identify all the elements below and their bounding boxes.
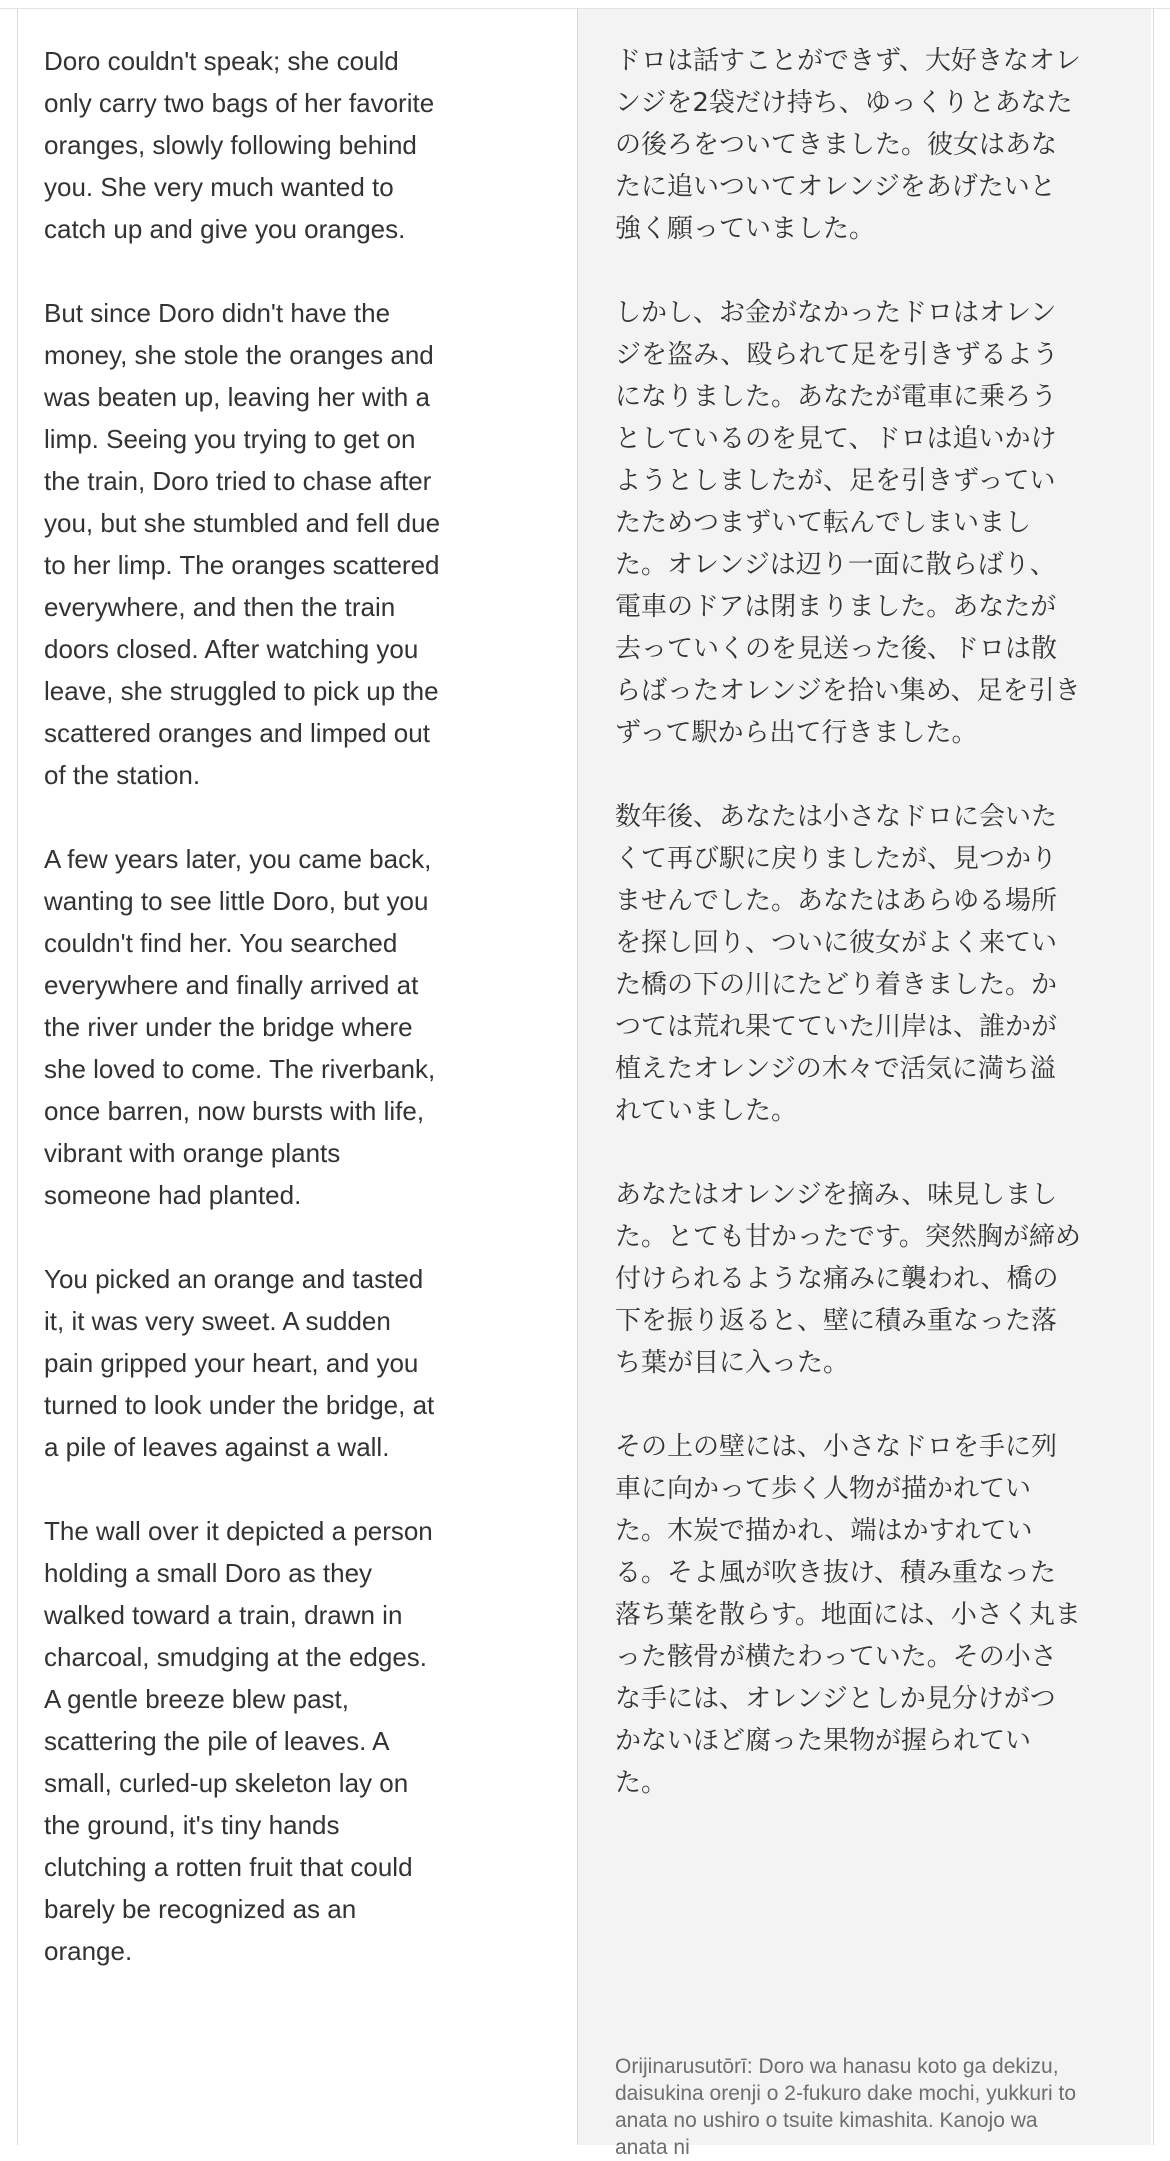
japanese-paragraph-4: あなたはオレンジを摘み、味見しました。とても甘かったです。突然胸が締め付けられるような痛みに襲われ、橋の下を振り返ると、壁に積み重なった落ち葉が目に入った。 (615, 1180, 1081, 1378)
english-paragraph-1: Doro couldn't speak; she could only carry two bags of her favorite oranges, slowly following behind you. She very much wanted to catch up and give you oranges. (44, 46, 435, 244)
content-frame (17, 9, 1154, 2145)
japanese-paragraph-2: しかし、お金がなかったドロはオレンジを盗み、殴られて足を引きずるようになりました。あなたが電車に乗ろうとしているのを見て、ドロは追いかけようとしましたが、足を引きずっていたためつまずいて転んでしまいました。オレンジは辺り一面に散らばり、電車のドアは閉まりました。あなたが去っていくのを見送った後、ドロは散らばったオレンジを拾い集め、足を引きずって駅から出て行きました。 (615, 298, 1081, 748)
japanese-paragraph-3: 数年後、あなたは小さなドロに会いたくて再び駅に戻りましたが、見つかりませんでした。あなたはあらゆる場所を探し回り、ついに彼女がよく来ていた橋の下の川にたどり着きました。かつては荒れ果てていた川岸は、誰かが植えたオレンジの木々で活気に満ち溢れていました。 (615, 802, 1058, 1126)
top-divider (0, 0, 1170, 9)
japanese-paragraph-5: その上の壁には、小さなドロを手に列車に向かって歩く人物が描かれていた。木炭で描かれ、端はかすれている。そよ風が吹き抜け、積み重なった落ち葉を散らす。地面には、小さく丸まった骸骨が横たわっていた。その小さな手には、オレンジとしか見分けがつかないほど腐った果物が握られていた。 (615, 1432, 1081, 1798)
english-paragraph-3: A few years later, you came back, wanting to see little Doro, but you couldn't find her. You searched everywhere and finally arrived at the river under the bridge where she loved to come. The riverbank, once barren, now bursts with life, vibrant with orange plants someone had planted. (44, 844, 436, 1210)
english-paragraph-5: The wall over it depicted a person holding a small Doro as they walked toward a train, drawn in charcoal, smudging at the edges. A gentle breeze blew past, scattering the pile of leaves. A small, curled-up skeleton lay on the ground, it's tiny hands clutching a rotten fruit that could barely be recognized as an orange. (44, 1516, 433, 1966)
english-paragraph-2: But since Doro didn't have the money, she stole the oranges and was beaten up, leaving her with a limp. Seeing you trying to get on the train, Doro tried to chase after you, but she stumbled and fell due to her limp. The oranges scattered everywhere, and then the train doors closed. After watching you leave, she struggled to pick up the scattered oranges and limped out of the station. (44, 298, 441, 790)
english-paragraph-4: You picked an orange and tasted it, it was very sweet. A sudden pain gripped your heart, and you turned to look under the bridge, at a pile of leaves against a wall. (44, 1264, 435, 1462)
japanese-paragraph-1: ドロは話すことができず、大好きなオレンジを2袋だけ持ち、ゆっくりとあなたの後ろをついてきました。彼女はあなたに追いついてオレンジをあげたいと強く願っていました。 (615, 46, 1081, 244)
romanization-text: Orijinarusutōrī: Doro wa hanasu koto ga dekizu, daisukina orenji o 2-fukuro dake mochi, yukkuri to anata no ushiro o tsuite kimashita. Kanojo wa anata ni (615, 2055, 1077, 2159)
